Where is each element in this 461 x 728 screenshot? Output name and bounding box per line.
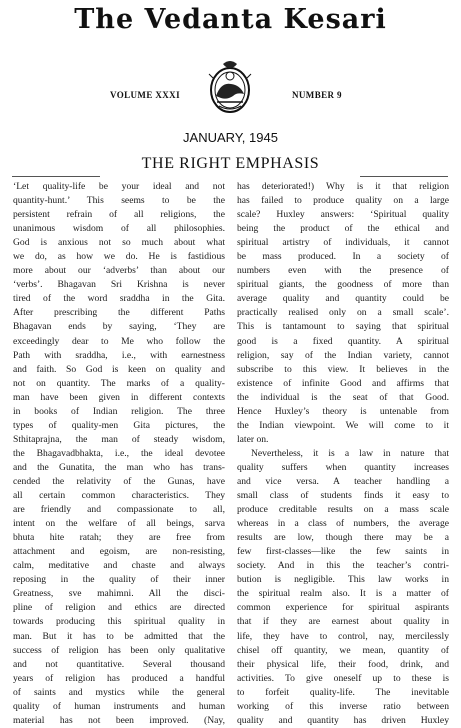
text-line: quantity-hunt.’ This seems to be the	[13, 195, 225, 207]
heading-rule-left	[12, 176, 100, 177]
text-line: all certain common characteristics. They	[13, 490, 225, 502]
text-line: reposing in the quality of their inner	[13, 574, 225, 586]
text-line: their physical life, their food, drink, and	[237, 658, 449, 670]
text-line: and faith. So God is keen on quality and	[13, 363, 225, 375]
text-line: results are low, though there may be a	[237, 532, 449, 544]
masthead-title: The Vedanta Kesari	[74, 4, 387, 35]
text-line: be mass produced. In a society of	[237, 251, 449, 263]
text-line: numbers even with the presence of	[237, 265, 449, 277]
text-line: existence of infinite Good and affirms that	[237, 377, 449, 389]
text-line: After prescribing the different Paths	[13, 307, 225, 319]
text-line: not on quantity. The marks of a quality-	[13, 377, 225, 389]
text-line: good is a fixed quantity. A spiritual	[237, 335, 449, 347]
text-line: life, they have to control, nay, mercilessly	[237, 630, 449, 642]
text-line: we do, as how we do. He is fastidious	[13, 251, 225, 263]
text-line: being the product of the ethical and	[237, 223, 449, 235]
text-line: has deteriorated!) Why is it that religion	[237, 181, 449, 192]
text-line: Greatness, sve mahimni. All the disci-	[13, 588, 225, 600]
heading-rule-right	[360, 176, 448, 177]
text-line: persistent refrain of all religions, the	[13, 209, 225, 221]
text-line: intent on the welfare of all beings, sarva	[13, 518, 225, 530]
text-line: practically realised only on a small scale’.	[237, 307, 449, 319]
text-line: subscribe to this view. It believes in the	[237, 363, 449, 375]
lion-emblem-icon	[207, 56, 253, 120]
text-line: exceedingly dear to Me who follow the	[13, 335, 225, 347]
text-line: God is anxious not so much about what	[13, 237, 225, 249]
text-line: more about our ‘adverbs’ than about our	[13, 265, 225, 277]
text-line: calm, meditative and chaste and always	[13, 560, 225, 572]
text-line: This is tantamount to saying that spiritual	[237, 321, 449, 333]
text-line: and not quantitative. Several thousand	[13, 658, 225, 670]
article-title: THE RIGHT EMPHASIS	[141, 155, 320, 172]
text-line: produce creditable results on a mass scale	[237, 504, 449, 516]
text-line: ‘Let quality-life be your ideal and not	[13, 181, 225, 192]
text-line: whereas in a class of numbers, the average	[237, 518, 449, 530]
text-line: the Indian viewpoint. We will come to it	[237, 419, 449, 431]
text-line: cended the relativity of the Gunas, have	[13, 475, 225, 487]
text-line: unanimous wisdom of all philosophies.	[13, 223, 225, 235]
text-line: spiritual giants, the goodness of more than	[237, 279, 449, 291]
text-line: has failed to produce quality on a large	[237, 195, 449, 207]
text-line: spiritual artistry of individuals, it cannot	[237, 237, 449, 249]
text-line: that if they are earnest about quality in	[237, 616, 449, 628]
text-line: the spiritual realm also. It is a matter of	[237, 588, 449, 600]
text-line: Nevertheless, it is a law in nature that	[251, 447, 449, 459]
text-line: and vice versa. A teacher handling a	[237, 475, 449, 487]
text-line: of saints and mystics while the general	[13, 686, 225, 698]
text-line: average quality and quantity could be	[237, 293, 449, 305]
right-column	[237, 180, 449, 728]
text-line: attachment and egoism, are non-resisting,	[13, 546, 225, 558]
text-line: tired of the word sraddha in the Gita.	[13, 293, 225, 305]
text-line: success of religion has been only qualitative	[13, 644, 225, 656]
left-column	[13, 180, 225, 728]
text-line: man. But it has to be admitted that the	[13, 630, 225, 642]
volume-label: VOLUME XXXI	[110, 90, 180, 100]
text-line: few first-classes—like the few saints in	[237, 546, 449, 558]
text-line: bution is negligible. This law works in	[237, 574, 449, 586]
text-line: pline of religion and ethics are directed	[13, 602, 225, 614]
text-line: working of this inverse ratio between	[237, 700, 449, 712]
text-line: types of quality-men Gita pictures, the	[13, 419, 225, 431]
text-line: scale? Huxley answers: ‘Spiritual quality	[237, 209, 449, 221]
text-line: ‘verbs’. Bhagavan Sri Krishna is never	[13, 279, 225, 291]
text-line: and the Gunatita, the man who has trans-	[13, 461, 225, 473]
text-line: the Bhagavadbhakta, i.e., the ideal devotee	[13, 447, 225, 459]
issue-date: JANUARY, 1945	[183, 130, 278, 145]
text-line: Hence Huxley’s theory is untenable from	[237, 405, 449, 417]
text-line: small class of students finds it easy to	[237, 490, 449, 502]
text-line: towards producing this spiritual quality in	[13, 616, 225, 628]
text-line: the individual is the seat of that Good.	[237, 391, 449, 403]
text-line: common experience for spiritual aspirants	[237, 602, 449, 614]
text-line: man have been given in different contexts	[13, 391, 225, 403]
text-line: chisel off quantity, we mean, quantity of	[237, 644, 449, 656]
text-line: religion, say of the Indian variety, cannot	[237, 349, 449, 361]
text-line: bhuta hite ratah; they are free from	[13, 532, 225, 544]
text-line: society. And in this the teacher’s contri-	[237, 560, 449, 572]
text-line: years of religion has produced a handful	[13, 672, 225, 684]
text-line: quality of human instruments and human	[13, 700, 225, 712]
text-line: Bhagavan ends by saying, ‘They are	[13, 321, 225, 333]
text-line: quality and quantity has driven Huxley	[237, 714, 449, 726]
text-line: quality suffers when quantity increases	[237, 461, 449, 473]
number-label: NUMBER 9	[292, 90, 342, 100]
text-line: activities. To give oneself up to these is	[237, 672, 449, 684]
text-line: to forfeit quality-life. The inevitable	[237, 686, 449, 698]
text-line: in books of Indian religion. The three	[13, 405, 225, 417]
text-line: Path with sraddha, i.e., with earnestness	[13, 349, 225, 361]
text-line: material has not been improved. (Nay,	[13, 714, 225, 726]
text-line: later on.	[237, 433, 269, 445]
text-line: are friendly and compassionate to all,	[13, 504, 225, 516]
text-line: Sthitaprajna, the man of steady wisdom,	[13, 433, 225, 445]
